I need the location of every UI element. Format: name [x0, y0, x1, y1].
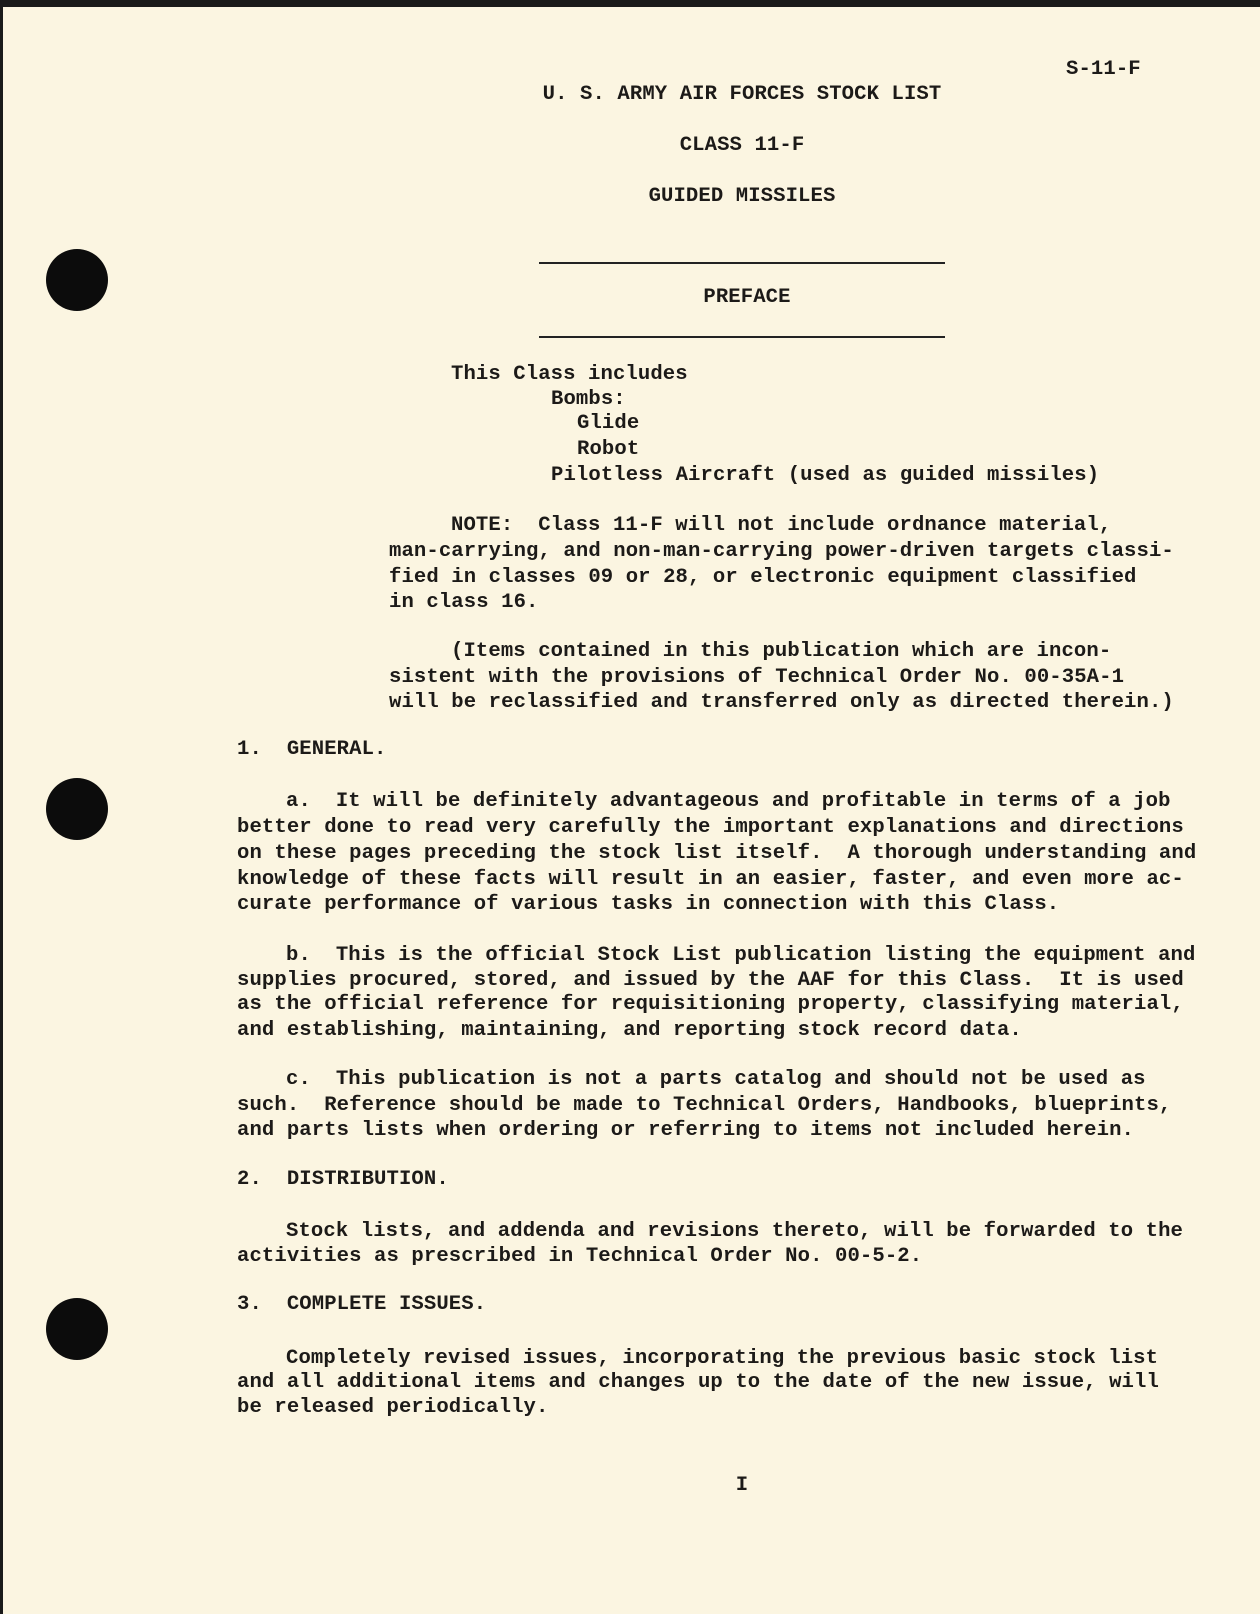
- paragraph-line: activities as prescribed in Technical Order No. 00-5-2.: [237, 1245, 923, 1268]
- items-line: sistent with the provisions of Technical Order No. 00-35A-1: [389, 666, 1125, 689]
- divider: [539, 262, 945, 264]
- paragraph-line: such. Reference should be made to Technical Orders, Handbooks, blueprints,: [237, 1094, 1172, 1117]
- complete-issues-heading: 3. COMPLETE ISSUES.: [237, 1293, 487, 1316]
- punch-hole: [46, 249, 108, 311]
- paragraph-line: be released periodically.: [237, 1396, 549, 1419]
- preface-glide: Glide: [577, 412, 640, 435]
- note-line: man-carrying, and non-man-carrying power-driven targets classi-: [389, 540, 1174, 563]
- paragraph-line: on these pages preceding the stock list itself. A thorough understanding and: [237, 842, 1197, 865]
- paragraph-line: and parts lists when ordering or referring to items not included herein.: [237, 1119, 1134, 1142]
- preface-intro: This Class includes: [451, 363, 688, 386]
- items-line: will be reclassified and transferred only as directed therein.): [389, 691, 1174, 714]
- paragraph-line: better done to read very carefully the important explanations and directions: [237, 816, 1184, 839]
- paragraph-line: curate performance of various tasks in connection with this Class.: [237, 893, 1060, 916]
- paragraph-line: and all additional items and changes up to the date of the new issue, will: [237, 1371, 1159, 1394]
- subject-heading: GUIDED MISSILES: [648, 185, 836, 208]
- paragraph-line: a. It will be definitely advantageous and profitable in terms of a job: [286, 790, 1171, 813]
- paragraph-line: as the official reference for requisitioning property, classifying material,: [237, 993, 1184, 1016]
- divider: [539, 336, 945, 338]
- paragraph-line: c. This publication is not a parts catalog and should not be used as: [286, 1068, 1146, 1091]
- paragraph-line: and establishing, maintaining, and reporting stock record data.: [237, 1019, 1022, 1042]
- note-line: in class 16.: [389, 591, 539, 614]
- document-number: S-11-F: [1066, 58, 1141, 81]
- paragraph-line: Completely revised issues, incorporating the previous basic stock list: [286, 1347, 1159, 1370]
- note-line: NOTE: Class 11-F will not include ordnance material,: [451, 514, 1112, 537]
- class-heading: CLASS 11-F: [679, 134, 805, 157]
- distribution-heading: 2. DISTRIBUTION.: [237, 1168, 449, 1191]
- section-heading: PREFACE: [703, 286, 791, 309]
- punch-hole: [46, 1298, 108, 1360]
- preface-pilotless: Pilotless Aircraft (used as guided missiles): [551, 464, 1100, 487]
- document-title: U. S. ARMY AIR FORCES STOCK LIST: [542, 83, 942, 106]
- general-heading: 1. GENERAL.: [237, 738, 387, 761]
- preface-robot: Robot: [577, 438, 640, 461]
- paragraph-line: knowledge of these facts will result in an easier, faster, and even more ac-: [237, 868, 1184, 891]
- paragraph-line: b. This is the official Stock List publication listing the equipment and: [286, 944, 1196, 967]
- paragraph-line: Stock lists, and addenda and revisions thereto, will be forwarded to the: [286, 1220, 1183, 1243]
- paragraph-line: supplies procured, stored, and issued by the AAF for this Class. It is used: [237, 969, 1184, 992]
- preface-bombs: Bombs:: [551, 388, 626, 411]
- items-line: (Items contained in this publication which are incon-: [451, 640, 1112, 663]
- page-number: I: [735, 1474, 749, 1497]
- punch-hole: [46, 778, 108, 840]
- note-line: fied in classes 09 or 28, or electronic equipment classified: [389, 566, 1137, 589]
